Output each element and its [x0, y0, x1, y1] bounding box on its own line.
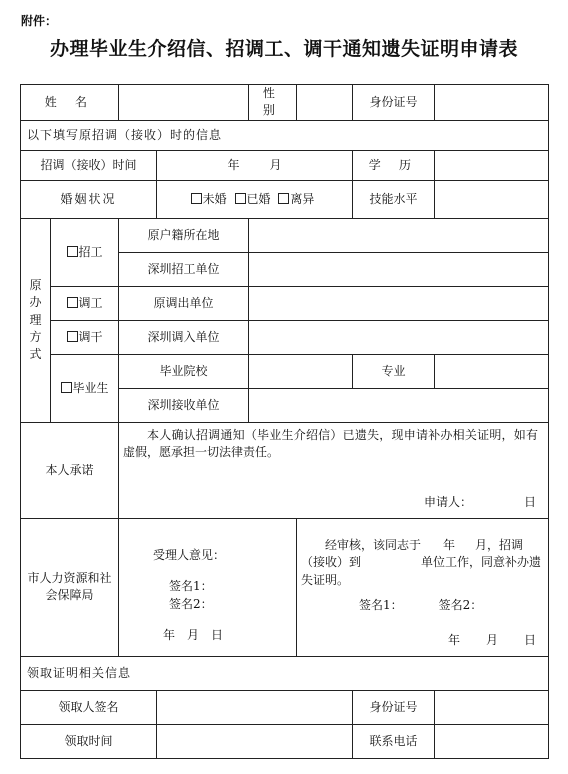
- collect-id-label: 身份证号: [353, 690, 435, 724]
- collect-phone-field[interactable]: [435, 724, 549, 758]
- promise-text: 本人确认招调通知（毕业生介绍信）已遗失，现申请补办相关证明，如有虚假，愿承担一切法律责任。: [123, 427, 539, 460]
- id-number-field[interactable]: [435, 85, 549, 121]
- gender-field[interactable]: [297, 85, 353, 121]
- out-unit-label: 原调出单位: [119, 286, 249, 320]
- row-promise: [21, 422, 549, 518]
- option-unmarried[interactable]: 未婚: [191, 192, 227, 206]
- receiver-field[interactable]: [249, 388, 549, 422]
- school-field[interactable]: [249, 354, 353, 388]
- row-recruit-hukou: [21, 218, 549, 252]
- application-form: [20, 84, 549, 759]
- row-marriage: [21, 180, 549, 218]
- checkbox-icon[interactable]: [61, 382, 72, 393]
- major-label: 专业: [353, 354, 435, 388]
- form-title: 办理毕业生介绍信、招调工、调干通知遗失证明申请表: [49, 38, 518, 60]
- row-collect-time: [21, 724, 549, 758]
- row-recruit-time: [21, 150, 549, 180]
- id-number-label: 身份证号: [353, 85, 435, 121]
- skill-field[interactable]: [435, 180, 549, 218]
- bureau-label: 市人力资源和社会保障局: [21, 518, 119, 656]
- handler-date: 年 月 日: [163, 627, 224, 642]
- option-divorced[interactable]: 离异: [278, 192, 314, 206]
- handler-sign2-label: 签名2：: [169, 596, 213, 611]
- day-label: 日: [524, 494, 537, 509]
- option-recruit[interactable]: 招工: [51, 218, 119, 286]
- review-cell: [297, 518, 549, 656]
- education-label: 学 历: [353, 150, 435, 180]
- option-transfer-worker[interactable]: 调工: [51, 286, 119, 320]
- receiver-label: 深圳接收单位: [119, 388, 249, 422]
- handler-sign1-label: 签名1：: [169, 579, 213, 594]
- marriage-options: [157, 180, 353, 218]
- checkbox-icon[interactable]: [278, 193, 289, 204]
- collect-time-label: 领取时间: [21, 724, 157, 758]
- handler-cell: [119, 518, 297, 656]
- handler-opinion-label: 受理人意见：: [153, 547, 226, 562]
- checkbox-icon[interactable]: [67, 297, 78, 308]
- checkbox-icon[interactable]: [67, 331, 78, 342]
- school-label: 毕业院校: [119, 354, 249, 388]
- month-label: 月: [269, 157, 282, 172]
- row-collect-signer: [21, 690, 549, 724]
- option-married[interactable]: 已婚: [235, 192, 271, 206]
- education-field[interactable]: [435, 150, 549, 180]
- checkbox-icon[interactable]: [67, 246, 78, 257]
- promise-label: 本人承诺: [21, 422, 119, 518]
- option-transfer-cadre[interactable]: 调干: [51, 320, 119, 354]
- method-label: 原 办 理 方 式: [21, 218, 51, 422]
- section-original-heading: 以下填写原招调（接收）时的信息: [21, 120, 549, 150]
- collect-signer-field[interactable]: [157, 690, 353, 724]
- gender-label: 性 别: [249, 85, 297, 121]
- collect-time-field[interactable]: [157, 724, 353, 758]
- row-basic-info: [21, 85, 549, 121]
- collect-phone-label: 联系电话: [353, 724, 435, 758]
- review-signs: 签名1： 签名2：: [359, 597, 483, 612]
- collect-id-field[interactable]: [435, 690, 549, 724]
- skill-label: 技能水平: [353, 180, 435, 218]
- year-label: 年: [227, 157, 240, 172]
- name-field[interactable]: [119, 85, 249, 121]
- applicant-label: 申请人：: [423, 494, 472, 509]
- option-graduate[interactable]: 毕业生: [51, 354, 119, 422]
- review-text: 经审核，该同志于 年 月，招调（接收）到 单位工作，同意补办遗失证明。: [301, 537, 542, 587]
- out-unit-field[interactable]: [249, 286, 549, 320]
- marriage-label: 婚姻状况: [21, 180, 157, 218]
- major-field[interactable]: [435, 354, 549, 388]
- collect-signer-label: 领取人签名: [21, 690, 157, 724]
- applicant-line: [123, 494, 544, 511]
- annex-label: 附件：: [21, 14, 58, 28]
- review-date: 年 月 日: [447, 633, 537, 648]
- hukou-label: 原户籍所在地: [119, 218, 249, 252]
- row-section-original: [21, 120, 549, 150]
- in-unit-field[interactable]: [249, 320, 549, 354]
- recruit-unit-label: 深圳招工单位: [119, 252, 249, 286]
- checkbox-icon[interactable]: [191, 193, 202, 204]
- promise-cell: [119, 422, 549, 518]
- row-graduate-school: [21, 354, 549, 388]
- row-transfer-in: [21, 320, 549, 354]
- hukou-field[interactable]: [249, 218, 549, 252]
- recruit-time-label: 招调（接收）时间: [21, 150, 157, 180]
- recruit-unit-field[interactable]: [249, 252, 549, 286]
- row-collect-section: [21, 656, 549, 690]
- recruit-time-field[interactable]: [157, 150, 353, 180]
- row-transfer-out: [21, 286, 549, 320]
- in-unit-label: 深圳调入单位: [119, 320, 249, 354]
- collect-section-heading: 领取证明相关信息: [21, 656, 549, 690]
- name-label: 姓 名: [21, 85, 119, 121]
- checkbox-icon[interactable]: [235, 193, 246, 204]
- row-bureau: [21, 518, 549, 656]
